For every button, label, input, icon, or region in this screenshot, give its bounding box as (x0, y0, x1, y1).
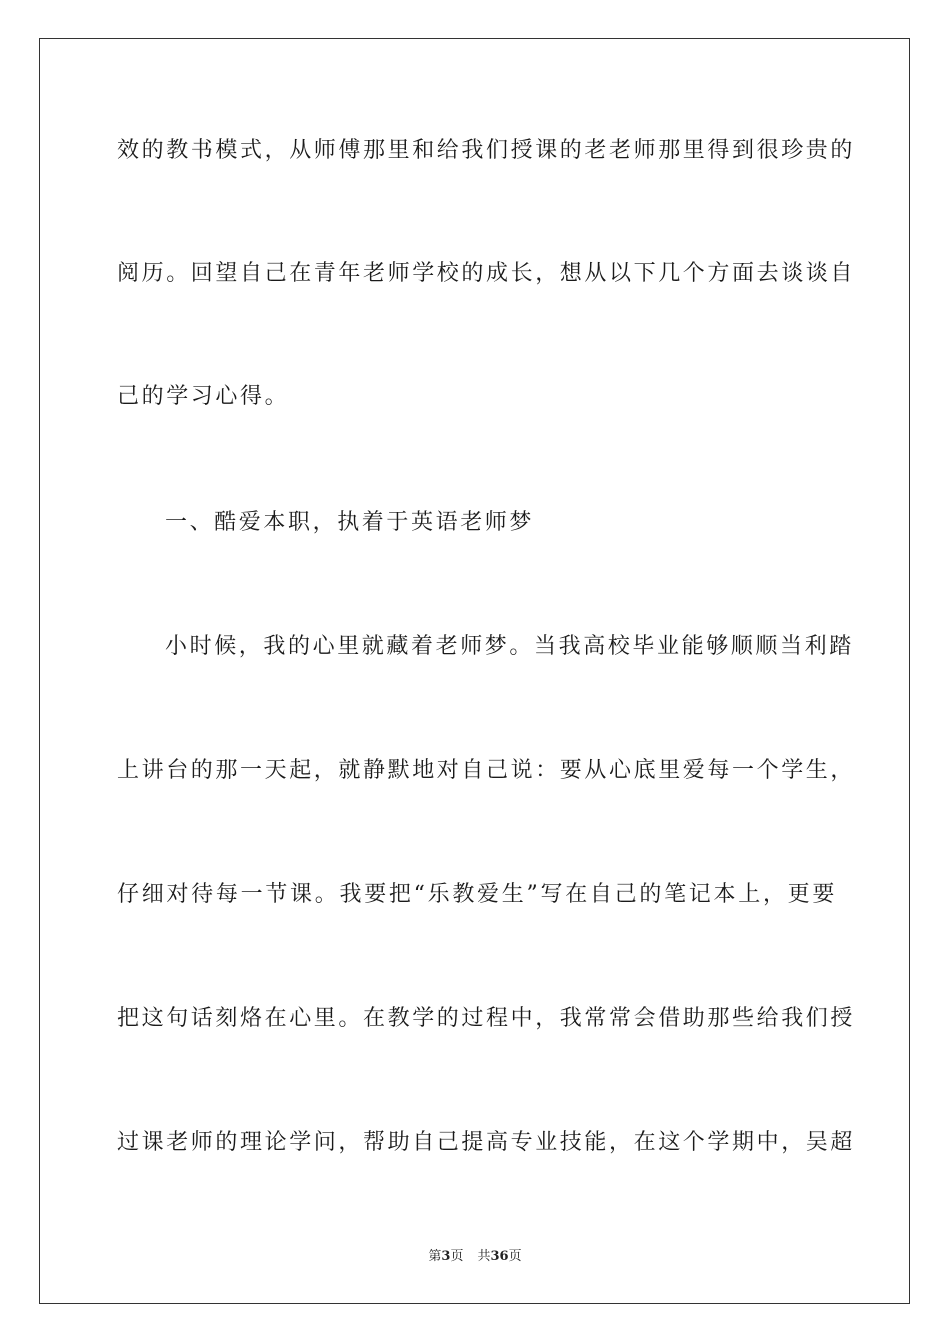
page-footer (0, 1248, 950, 1266)
body-line-9: 过课老师的理论学问，帮助自己提高专业技能，在这个学期中，吴超 (117, 1130, 856, 1155)
body-line-1: 效的教书模式，从师傅那里和给我们授课的老老师那里得到很珍贵的 (117, 138, 856, 163)
page-suffix: 页 (450, 1249, 464, 1264)
section-heading: 一、酷爱本职，执着于英语老师梦 (165, 510, 535, 535)
body-line-7: 仔细对待每一节课。我要把“乐教爱生”写在自己的笔记本上，更要 (117, 882, 837, 907)
body-line-3: 己的学习心得。 (117, 384, 290, 409)
body-line-2: 阅历。回望自己在青年老师学校的成长，想从以下几个方面去谈谈自 (117, 261, 856, 286)
total-pages: 36 (490, 1249, 509, 1264)
total-prefix: 共 (477, 1249, 491, 1264)
page-number: 3 (441, 1249, 451, 1264)
page-border (39, 38, 910, 1304)
body-line-5: 小时候，我的心里就藏着老师梦。当我高校毕业能够顺顺当利踏 (165, 634, 854, 659)
total-suffix: 页 (508, 1249, 522, 1264)
body-line-6: 上讲台的那一天起，就静默地对自己说：要从心底里爱每一个学生， (117, 758, 856, 783)
body-line-8: 把这句话刻烙在心里。在教学的过程中，我常常会借助那些给我们授 (117, 1006, 856, 1031)
page-prefix: 第 (428, 1249, 442, 1264)
